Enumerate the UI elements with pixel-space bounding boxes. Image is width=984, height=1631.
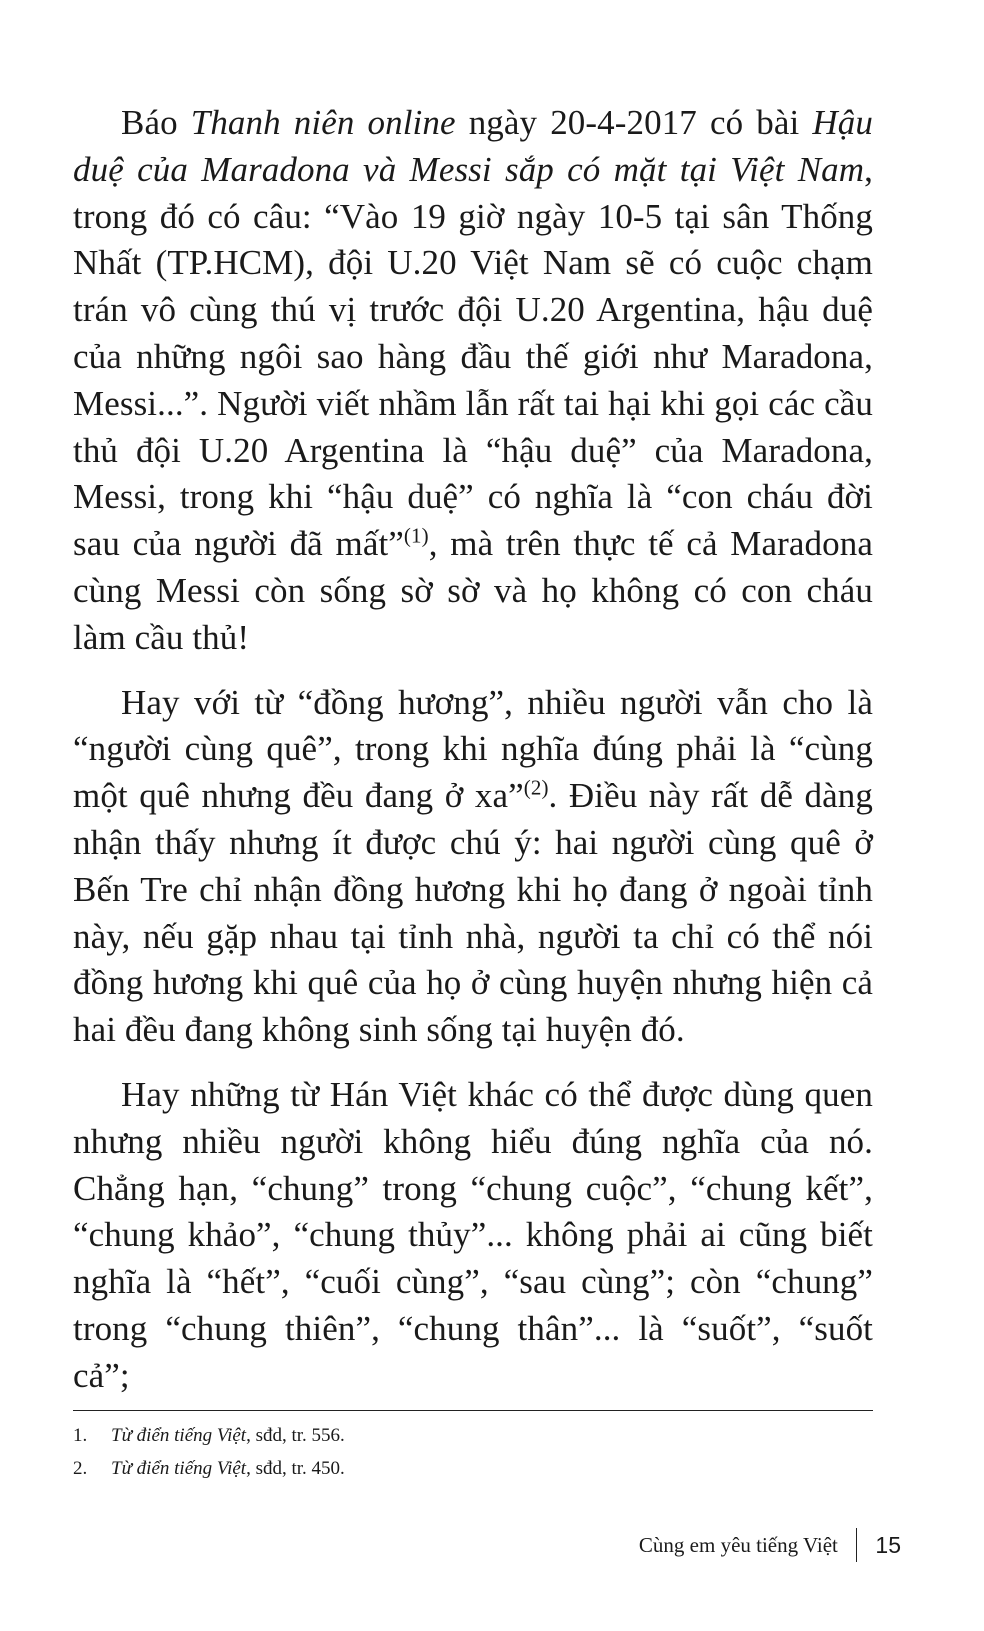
text-span: , mà trên thực tế cả Maradona cùng Messi còn sống sờ sờ và họ không có con cháu làm cầu thủ! (73, 524, 873, 657)
footnote-ref-1: (1) (403, 523, 429, 548)
footnote-2 (73, 1452, 873, 1485)
paragraph-3 (73, 1072, 873, 1400)
paragraph-1 (73, 100, 873, 662)
running-footer-title: Cùng em yêu tiếng Việt (638, 1532, 838, 1557)
text-span: ngày 20-4-2017 có bài (455, 103, 813, 142)
footnote-ref-2: (2) (523, 775, 549, 800)
text-span: . Điều này rất dễ dàng nhận thấy nhưng ít được chú ý: hai người cùng quê ở Bến Tre chỉ nhận đồng hương khi họ đang ở ngoài tỉnh này, nếu gặp nhau tại tỉnh nhà, người ta chỉ có thể nói đồng hương khi quê của họ ở cùng huyện nhưng hiện cả hai đều đang không sinh sống tại huyện đó. (73, 776, 873, 1050)
paragraph-2 (73, 680, 873, 1054)
footnote-number: 1. (73, 1425, 88, 1446)
page-body (73, 100, 873, 1418)
footnote-1 (73, 1419, 873, 1452)
footnote-citation: , sđd, tr. 450. (246, 1458, 345, 1479)
italic-newspaper-name: Thanh niên online (190, 103, 456, 142)
italic-article-title: Hậu duệ của Maradona và Messi sắp có mặt tại Việt Nam (73, 103, 873, 189)
footnotes (73, 1410, 873, 1485)
text-span: Báo (121, 103, 191, 142)
footer-divider (856, 1528, 858, 1562)
footnote-source-title: Từ điển tiếng Việt (111, 1458, 247, 1479)
footnote-number: 2. (73, 1458, 88, 1479)
page-number: 15 (875, 1531, 901, 1558)
page-footer (639, 1528, 901, 1562)
footnote-source-title: Từ điển tiếng Việt (111, 1425, 247, 1446)
text-span: Hay những từ Hán Việt khác có thể được dùng quen nhưng nhiều người không hiểu đúng nghĩa của nó. Chẳng hạn, “chung” trong “chung cuộc”, “chung kết”, “chung khảo”, “chung thủy”... không phải ai cũng biết nghĩa là “hết”, “cuối cùng”, “sau cùng”; còn “chung” trong “chung thiên”, “chung thân”... là “suốt”, “suốt cả”; (73, 1074, 873, 1395)
text-span: Hay với từ “đồng hương”, nhiều người vẫn cho là “người cùng quê”, trong khi nghĩa đúng phải là “cùng một quê nhưng đều đang ở xa” (73, 682, 873, 816)
footnote-citation: , sđd, tr. 556. (246, 1425, 345, 1446)
text-span: , trong đó có câu: “Vào 19 giờ ngày 10-5 tại sân Thống Nhất (TP.HCM), đội U.20 Việt Nam sẽ có cuộc chạm trán vô cùng thú vị trước đội U.20 Argentina, hậu duệ của những ngôi sao hàng đầu thế giới như Maradona, Messi...”. Người viết nhầm lẫn rất tai hại khi gọi các cầu thủ đội U.20 Argentina là “hậu duệ” của Maradona, Messi, trong khi “hậu duệ” có nghĩa là “con cháu đời sau của người đã mất” (73, 149, 873, 564)
